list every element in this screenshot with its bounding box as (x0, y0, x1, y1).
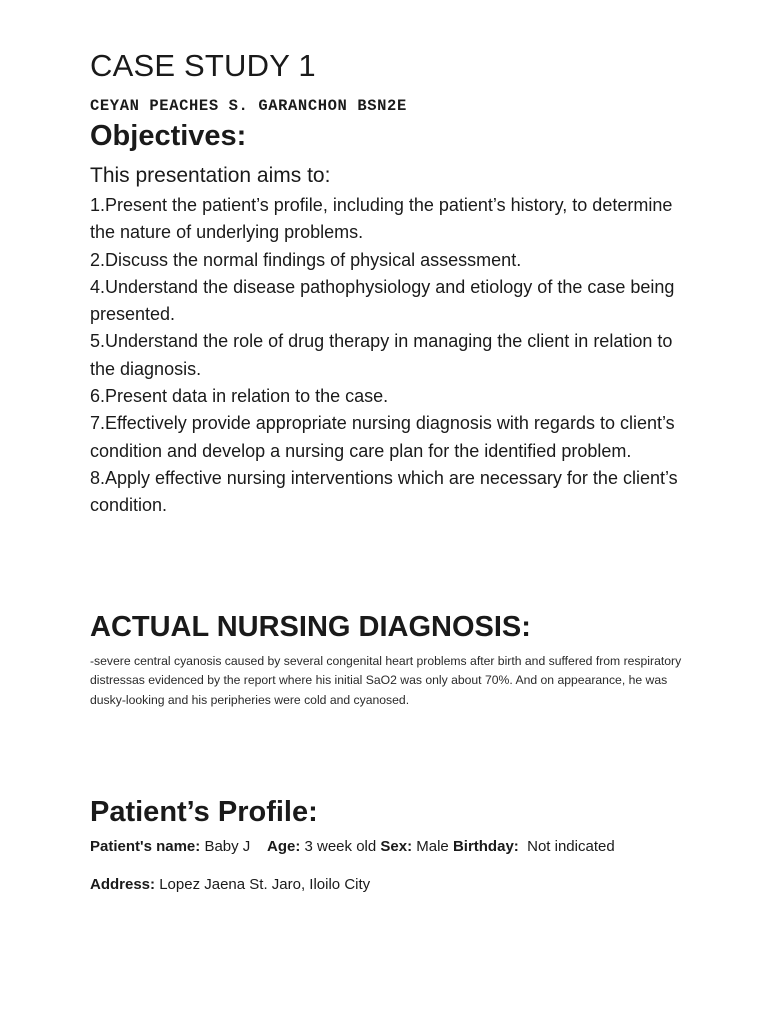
sex-value: Male (416, 838, 449, 855)
objectives-heading: Objectives: (90, 120, 247, 152)
patient-name-label: Patient's name: (90, 838, 201, 855)
address-value: Lopez Jaena St. Jaro, Iloilo City (159, 876, 371, 893)
address-label: Address: (90, 876, 156, 893)
objective-item: 7.Effectively provide appropriate nursing diagnosis with regards to client’s condition and develop a nursing care plan for the identified problem. (90, 413, 675, 461)
objective-item: 2.Discuss the normal findings of physical assessment. (90, 249, 522, 270)
objective-item: 8.Apply effective nursing interventions which are necessary for the client’s condition. (90, 467, 678, 516)
age-value: 3 week old (304, 838, 377, 855)
birthday-label: Birthday: (452, 838, 519, 855)
diagnosis-heading: ACTUAL NURSING DIAGNOSIS: (90, 611, 531, 643)
objective-item: 5.Understand the role of drug therapy in managing the client in relation to the diagnosis. (90, 331, 673, 379)
diagnosis-text: -severe central cyanosis caused by several congenital heart problems after birth and suffered from respiratory distressas evidenced by the report where his initial SaO2 was only about 70%. And on appearance, he was dusky-looking and his peripheries were cold and cyanosed. (90, 654, 682, 707)
objective-item: 1.Present the patient’s profile, including the patient’s history, to determine the nature of underlying problems. (90, 195, 673, 243)
objectives-intro: This presentation aims to: (90, 164, 331, 187)
sex-label: Sex: (380, 838, 413, 855)
profile-heading: Patient’s Profile: (90, 796, 318, 828)
age-label: Age: (266, 838, 301, 855)
address-line (90, 876, 370, 893)
birthday-value: Not indicated (527, 838, 615, 855)
profile-details-line (90, 838, 615, 855)
document-title: CASE STUDY 1 (90, 48, 316, 83)
objective-item: 6.Present data in relation to the case. (90, 386, 389, 407)
author-line: CEYAN PEACHES S. GARANCHON BSN2E (90, 97, 407, 115)
patient-name-value: Baby J (204, 838, 251, 855)
objectives-list (90, 192, 690, 520)
objective-item: 4.Understand the disease pathophysiology and etiology of the case being presented. (90, 276, 675, 325)
